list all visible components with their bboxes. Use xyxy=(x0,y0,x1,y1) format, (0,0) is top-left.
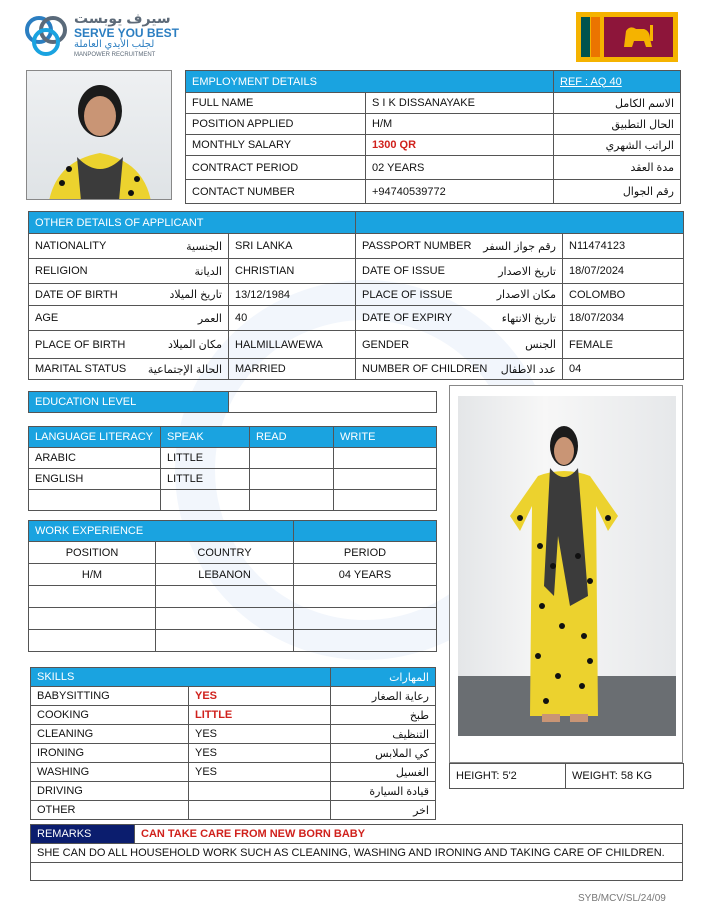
applicant-field-left-label: NATIONALITY xyxy=(35,240,107,252)
other-details-row xyxy=(29,259,684,284)
skill-row xyxy=(31,725,436,744)
language-cell xyxy=(250,490,334,511)
applicant-field-right xyxy=(356,284,563,306)
language-cell xyxy=(161,490,250,511)
applicant-value-right: 18/07/2024 xyxy=(563,259,684,284)
skill-row xyxy=(31,687,436,706)
education-header: EDUCATION LEVEL xyxy=(29,392,229,413)
language-row xyxy=(29,469,437,490)
work-cell xyxy=(29,630,156,652)
applicant-value-right: FEMALE xyxy=(563,331,684,359)
write-header: WRITE xyxy=(334,427,437,448)
height-value: HEIGHT: 5'2 xyxy=(450,764,566,789)
work-position-column: POSITION xyxy=(29,542,156,564)
full-name-value: S I K DISSANAYAKE xyxy=(366,93,554,114)
logo-rings-icon xyxy=(22,12,70,60)
work-row xyxy=(29,608,437,630)
applicant-field-left xyxy=(29,234,229,259)
logo-arabic-sub: لجلب الأيدي العاملة xyxy=(74,39,155,50)
skill-arabic: رعاية الصغار xyxy=(331,687,436,706)
footer-code: SYB/MCV/SL/24/09 xyxy=(578,893,666,904)
applicant-value-left: 13/12/1984 xyxy=(229,284,356,306)
language-cell: ARABIC xyxy=(29,448,161,469)
language-header: LANGUAGE LITERACY xyxy=(29,427,161,448)
other-details-row xyxy=(29,234,684,259)
contract-period-value: 02 YEARS xyxy=(366,156,554,180)
applicant-field-left-label: RELIGION xyxy=(35,265,88,277)
education-value xyxy=(229,392,437,413)
applicant-field-right xyxy=(356,234,563,259)
applicant-field-left xyxy=(29,331,229,359)
agency-logo xyxy=(22,10,182,62)
language-cell: LITTLE xyxy=(161,469,250,490)
applicant-field-left xyxy=(29,259,229,284)
applicant-value-left: SRI LANKA xyxy=(229,234,356,259)
applicant-headshot xyxy=(26,70,172,200)
skill-value xyxy=(189,782,331,801)
measurements-table xyxy=(449,763,684,789)
applicant-field-left-arabic: الحالة الإجتماعية xyxy=(147,363,222,376)
sri-lanka-flag xyxy=(576,12,678,62)
work-experience-header: WORK EXPERIENCE xyxy=(29,521,294,542)
applicant-value-right: 04 xyxy=(563,359,684,380)
applicant-field-right-label: DATE OF EXPIRY xyxy=(362,312,453,324)
skill-value: YES xyxy=(189,687,331,706)
applicant-field-left-label: MARITAL STATUS xyxy=(35,363,127,375)
applicant-field-right xyxy=(356,331,563,359)
applicant-value-right: N11474123 xyxy=(563,234,684,259)
work-cell xyxy=(156,586,294,608)
work-cell: 04 YEARS xyxy=(294,564,437,586)
read-header: READ xyxy=(250,427,334,448)
work-period-column: PERIOD xyxy=(294,542,437,564)
language-cell xyxy=(29,490,161,511)
contract-period-arabic: مدة العقد xyxy=(554,156,681,180)
skill-arabic: كي الملابس xyxy=(331,744,436,763)
skill-label: IRONING xyxy=(31,744,189,763)
employment-details-table xyxy=(185,70,681,204)
language-cell xyxy=(250,448,334,469)
applicant-field-right xyxy=(356,359,563,380)
skill-value xyxy=(189,801,331,820)
applicant-field-right-arabic: تاريخ الاصدار xyxy=(498,265,556,278)
position-applied-value: H/M xyxy=(366,114,554,135)
applicant-full-photo xyxy=(449,385,683,763)
skill-row xyxy=(31,744,436,763)
applicant-value-left: 40 xyxy=(229,306,356,331)
contact-number-arabic: رقم الجوال xyxy=(554,180,681,204)
work-cell xyxy=(294,586,437,608)
work-cell xyxy=(156,608,294,630)
skill-row xyxy=(31,801,436,820)
applicant-field-right-arabic: عدد الاطفال xyxy=(500,363,556,376)
skill-row xyxy=(31,706,436,725)
skill-arabic: قيادة السيارة xyxy=(331,782,436,801)
skill-label: DRIVING xyxy=(31,782,189,801)
applicant-field-right-label: DATE OF ISSUE xyxy=(362,265,445,277)
remarks-header: REMARKS xyxy=(31,825,135,844)
skills-table xyxy=(30,667,436,820)
other-details-row xyxy=(29,331,684,359)
skill-arabic: التنظيف xyxy=(331,725,436,744)
language-cell xyxy=(250,469,334,490)
applicant-field-left-label: DATE OF BIRTH xyxy=(35,288,118,301)
applicant-field-left-arabic: مكان الميلاد xyxy=(167,339,222,351)
other-details-table xyxy=(28,211,684,234)
applicant-field-right-label: GENDER xyxy=(362,338,410,351)
skill-label: WASHING xyxy=(31,763,189,782)
language-cell xyxy=(334,448,437,469)
monthly-salary-value: 1300 QR xyxy=(366,135,554,156)
work-cell xyxy=(294,630,437,652)
work-cell: H/M xyxy=(29,564,156,586)
applicant-field-left-arabic: الديانة xyxy=(194,265,222,278)
monthly-salary-arabic: الراتب الشهري xyxy=(554,135,681,156)
applicant-field-right-arabic: الجنس xyxy=(525,339,556,351)
skill-label: COOKING xyxy=(31,706,189,725)
work-cell: LEBANON xyxy=(156,564,294,586)
applicant-field-left xyxy=(29,284,229,306)
applicant-field-left-arabic: الجنسية xyxy=(186,240,222,253)
language-row xyxy=(29,448,437,469)
logo-arabic-name: سيرف يوبست xyxy=(74,10,171,26)
contract-period-label: CONTRACT PERIOD xyxy=(186,156,366,180)
skill-label: OTHER xyxy=(31,801,189,820)
skill-value: LITTLE xyxy=(189,706,331,725)
full-name-label: FULL NAME xyxy=(186,93,366,114)
language-row xyxy=(29,490,437,511)
speak-header: SPEAK xyxy=(161,427,250,448)
skills-header-arabic: المهارات xyxy=(331,668,436,687)
work-cell xyxy=(29,586,156,608)
applicant-field-right-arabic: مكان الاصدار xyxy=(496,289,556,301)
applicant-value-left: HALMILLAWEWA xyxy=(229,331,356,359)
work-row xyxy=(29,564,437,586)
skill-arabic: الغسيل xyxy=(331,763,436,782)
applicant-value-right: 18/07/2034 xyxy=(563,306,684,331)
work-cell xyxy=(156,630,294,652)
language-cell xyxy=(334,469,437,490)
applicant-field-right-label: NUMBER OF CHILDREN xyxy=(362,363,488,375)
applicant-value-right: COLOMBO xyxy=(563,284,684,306)
skill-value: YES xyxy=(189,725,331,744)
employment-details-header: EMPLOYMENT DETAILS xyxy=(186,71,554,93)
applicant-field-left-arabic: تاريخ الميلاد xyxy=(169,289,222,301)
logo-english-name: SERVE YOU BEST xyxy=(74,26,179,40)
skill-arabic: طبخ xyxy=(331,706,436,725)
applicant-field-left-label: AGE xyxy=(35,312,59,324)
skill-arabic: اخر xyxy=(331,801,436,820)
applicant-field-left-arabic: العمر xyxy=(197,312,222,325)
applicant-field-right-arabic: تاريخ الانتهاء xyxy=(501,312,556,325)
contact-number-label: CONTACT NUMBER xyxy=(186,180,366,204)
ref-number: REF : AQ 40 xyxy=(554,71,681,93)
applicant-field-left xyxy=(29,359,229,380)
skill-label: CLEANING xyxy=(31,725,189,744)
applicant-field-right xyxy=(356,259,563,284)
skill-value: YES xyxy=(189,744,331,763)
work-row xyxy=(29,586,437,608)
skill-row xyxy=(31,763,436,782)
applicant-value-left: MARRIED xyxy=(229,359,356,380)
work-row xyxy=(29,630,437,652)
other-details-row xyxy=(29,306,684,331)
skill-row xyxy=(31,782,436,801)
contact-number-value: +94740539772 xyxy=(366,180,554,204)
other-details-header: OTHER DETAILS OF APPLICANT xyxy=(29,212,356,234)
work-experience-table xyxy=(28,520,437,652)
applicant-field-right-arabic: رقم جواز السفر xyxy=(483,240,556,253)
applicant-value-left: CHRISTIAN xyxy=(229,259,356,284)
skill-label: BABYSITTING xyxy=(31,687,189,706)
other-details-rows xyxy=(28,233,684,380)
remarks-table xyxy=(30,824,683,881)
remarks-text: SHE CAN DO ALL HOUSEHOLD WORK SUCH AS CLEANING, WASHING AND IRONING AND TAKING CARE OF CHILDREN. xyxy=(31,844,683,863)
language-table xyxy=(28,426,437,511)
weight-value: WEIGHT: 58 KG xyxy=(566,764,684,789)
full-name-arabic: الاسم الكامل xyxy=(554,93,681,114)
applicant-field-right-label: PLACE OF ISSUE xyxy=(362,288,453,301)
applicant-field-right-label: PASSPORT NUMBER xyxy=(362,240,472,252)
language-cell: ENGLISH xyxy=(29,469,161,490)
education-table xyxy=(28,391,437,413)
applicant-field-right xyxy=(356,306,563,331)
monthly-salary-label: MONTHLY SALARY xyxy=(186,135,366,156)
other-details-row xyxy=(29,284,684,306)
skills-header: SKILLS xyxy=(31,668,331,687)
applicant-field-left-label: PLACE OF BIRTH xyxy=(35,338,126,351)
position-applied-arabic: الحال التطبيق xyxy=(554,114,681,135)
other-details-row xyxy=(29,359,684,380)
remarks-highlight: CAN TAKE CARE FROM NEW BORN BABY xyxy=(135,825,683,844)
position-applied-label: POSITION APPLIED xyxy=(186,114,366,135)
language-cell xyxy=(334,490,437,511)
work-cell xyxy=(29,608,156,630)
skill-value: YES xyxy=(189,763,331,782)
applicant-field-left xyxy=(29,306,229,331)
logo-tagline: MANPOWER RECRUITMENT xyxy=(74,52,156,58)
lion-emblem-icon xyxy=(604,17,673,57)
work-cell xyxy=(294,608,437,630)
work-country-column: COUNTRY xyxy=(156,542,294,564)
language-cell: LITTLE xyxy=(161,448,250,469)
